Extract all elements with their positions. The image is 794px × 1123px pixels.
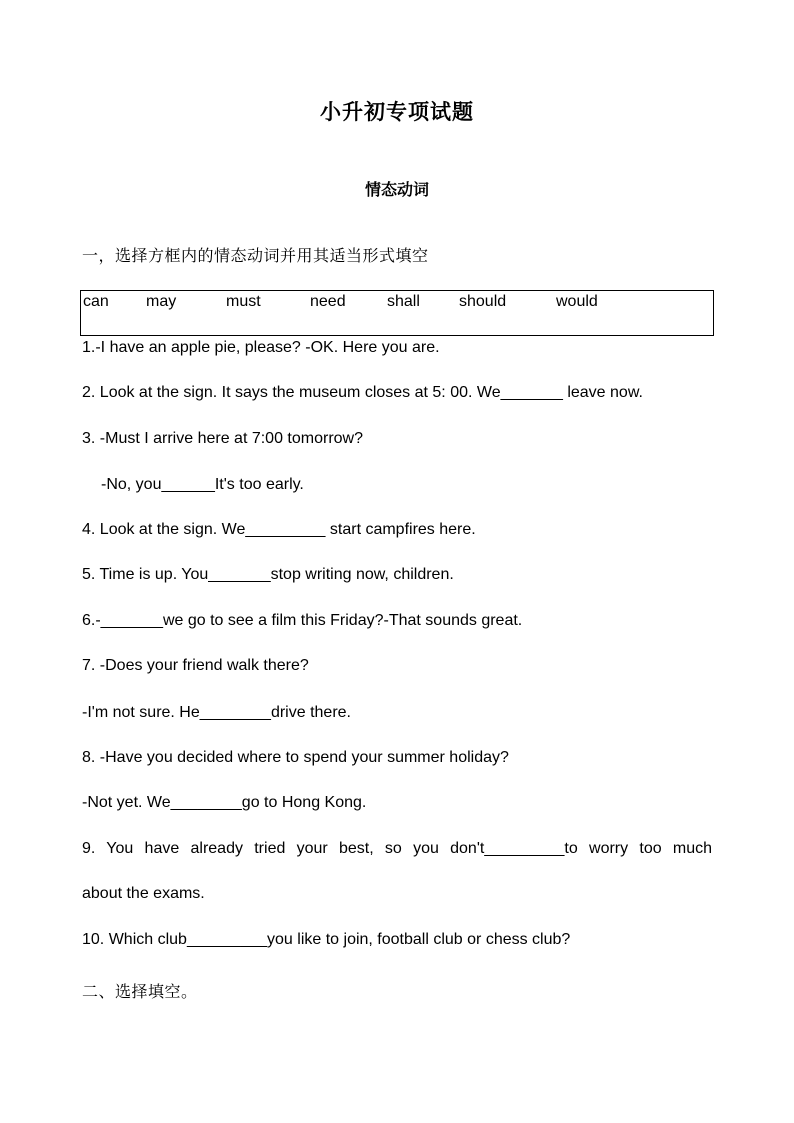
page-title: 小升初专项试题 xyxy=(320,101,474,124)
question-line: 1.-I have an apple pie, please? -OK. Here you are. xyxy=(82,339,440,356)
question-line: 10. Which club_________you like to join, football club or chess club? xyxy=(82,931,571,948)
question-line: -No, you______It's too early. xyxy=(101,476,304,493)
section-1-heading: 一，选择方框内的情态动词并用其适当形式填空 xyxy=(82,248,429,265)
page-subtitle: 情态动词 xyxy=(364,182,429,199)
word-box xyxy=(80,290,714,336)
question-line: 8. -Have you decided where to spend your summer holiday? xyxy=(82,749,509,766)
word-option: would xyxy=(556,293,598,310)
question-line: -I'm not sure. He________drive there. xyxy=(82,704,351,721)
question-line: 3. -Must I arrive here at 7:00 tomorrow? xyxy=(82,430,363,447)
word-option: shall xyxy=(387,293,420,310)
word-option: must xyxy=(226,293,261,310)
question-line: about the exams. xyxy=(82,885,205,902)
question-line: 5. Time is up. You_______stop writing now, children. xyxy=(82,566,454,583)
question-line: -Not yet. We________go to Hong Kong. xyxy=(82,794,367,811)
question-line: 2. Look at the sign. It says the museum closes at 5: 00. We_______ leave now. xyxy=(82,384,643,401)
section-2-heading: 二、选择填空。 xyxy=(82,984,198,1001)
word-option: can xyxy=(83,293,109,310)
word-option: should xyxy=(459,293,507,310)
question-line: 7. -Does your friend walk there? xyxy=(82,657,309,674)
question-line: 4. Look at the sign. We_________ start campfires here. xyxy=(82,521,476,538)
word-option: need xyxy=(310,293,346,310)
question-line: 9. You have already tried your best, so you don't_________to worry too much xyxy=(82,840,712,857)
word-option: may xyxy=(146,293,177,310)
question-line: 6.-_______we go to see a film this Friday?-That sounds great. xyxy=(82,612,523,629)
